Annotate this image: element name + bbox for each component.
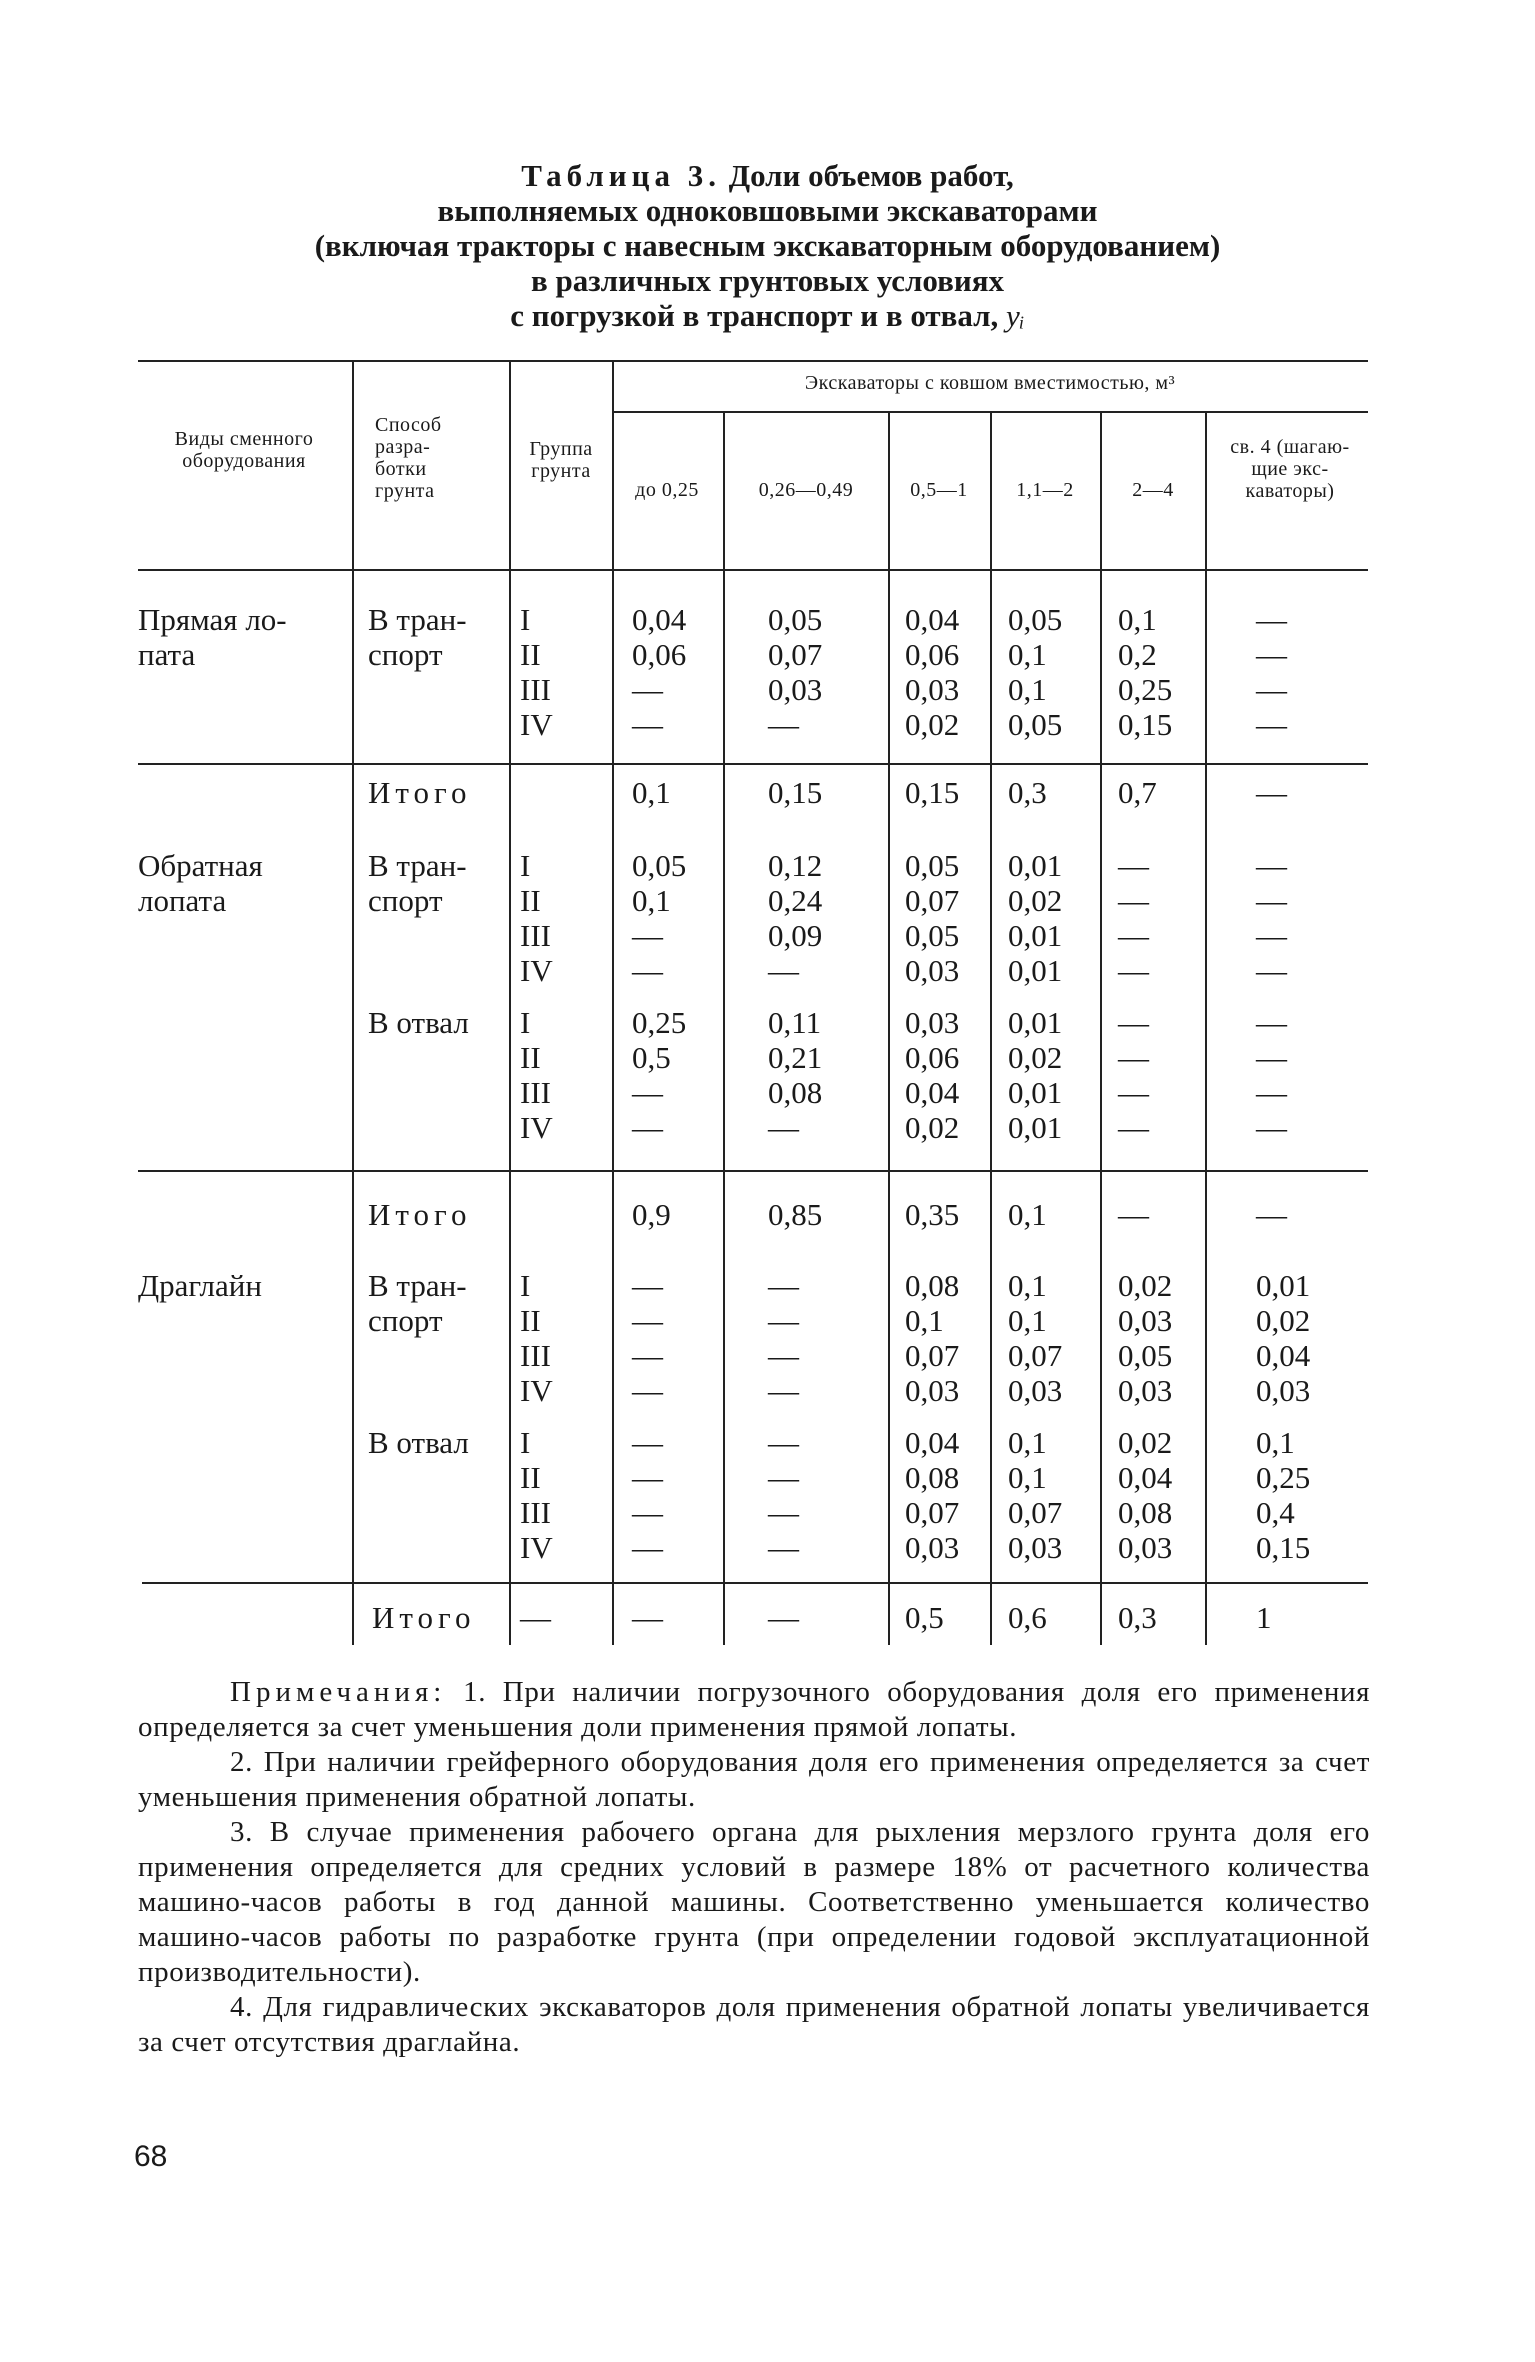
dr-total-c1-cell: —	[632, 1600, 663, 1635]
ol-t-c2-cell: 0,12 0,24 0,09 —	[768, 848, 823, 988]
pl-total-c3-cell: 0,15	[905, 775, 960, 810]
dr-t-c6-cell: 0,01 0,02 0,04 0,03	[1256, 1268, 1311, 1408]
method-pl-transport-line1: В тран-	[368, 602, 467, 637]
note-1: 1. При наличии погрузочного оборудования доля его применения определяется за счет уменьшения доли применения прямой лопаты.	[138, 1676, 1371, 1743]
column-rule-6	[990, 411, 992, 1645]
ol-o-c1-cell: 0,25 0,5 — —	[632, 1005, 687, 1145]
pl-c1-cell: 0,04 0,06 — —	[632, 602, 687, 742]
column-rule-8	[1205, 411, 1207, 1645]
header-col-3: 0,5—1	[910, 479, 968, 501]
header-col-2: 0,26—0,49	[758, 479, 854, 501]
header-col-6: св. 4 (шагаю- щие экс- каваторы)	[1230, 436, 1350, 502]
ol-total-c2-cell: 0,85	[768, 1197, 823, 1232]
equipment-draglain: Драглайн	[138, 1268, 262, 1303]
dr-total-c6-cell: 1	[1256, 1600, 1272, 1635]
header-col-5: 2—4	[1132, 479, 1174, 501]
pl-group-cell: I II III IV	[520, 602, 553, 742]
header-col-4: 1,1—2	[1016, 479, 1074, 501]
pl-c3-cell: 0,04 0,06 0,03 0,02	[905, 602, 960, 742]
pl-c2-cell: 0,05 0,07 0,03 —	[768, 602, 823, 742]
dr-total-c2-cell: —	[768, 1600, 799, 1635]
ol-o-c4-cell: 0,01 0,02 0,01 0,01	[1008, 1005, 1063, 1145]
dr-o-c3-cell: 0,04 0,08 0,07 0,03	[905, 1425, 960, 1565]
ol-t-c6-cell: — — — —	[1256, 848, 1287, 988]
title-symbol: yᵢ	[1006, 298, 1025, 333]
pl-total-c5-cell: 0,7	[1118, 775, 1157, 810]
ol-t-c5-cell: — — — —	[1118, 848, 1149, 988]
dr-t-c3-cell: 0,08 0,1 0,07 0,03	[905, 1268, 960, 1408]
ol-t-group-cell: I II III IV	[520, 848, 553, 988]
notes-label: Примечания:	[230, 1676, 447, 1708]
ol-total-c1-cell: 0,9	[632, 1197, 671, 1232]
column-rule-1	[352, 360, 354, 1645]
dr-o-c1-cell: — — — —	[632, 1425, 663, 1565]
page-number: 68	[134, 2140, 168, 2173]
dr-t-group-cell: I II III IV	[520, 1268, 553, 1408]
dr-t-c4-cell: 0,1 0,1 0,07 0,03	[1008, 1268, 1063, 1408]
dr-o-c2-cell: — — — —	[768, 1425, 799, 1565]
method-ol-transport-line2: спорт	[368, 883, 443, 918]
method-ol-otval: В отвал	[368, 1005, 469, 1040]
note-3: 3. В случае применения рабочего органа для рыхления мерзлого грунта доля его применения определяется для средних условий в размере 18% от расчетного количества машино-часов работы в год данной машины. Соответственно уменьшается количество машино-часов работы по разработке грунта (при определении годовой эксплуатационной производительности).	[138, 1816, 1370, 1988]
ol-o-c3-cell: 0,03 0,06 0,04 0,02	[905, 1005, 960, 1145]
method-ol-itogo: Итого	[368, 1197, 472, 1232]
header-equipment: Виды сменного оборудования	[174, 428, 314, 472]
ol-o-group-cell: I II III IV	[520, 1005, 553, 1145]
ol-total-c3-cell: 0,35	[905, 1197, 960, 1232]
column-rule-3	[612, 360, 614, 1645]
method-dr-transport-line2: спорт	[368, 1303, 443, 1338]
method-ol-transport-line1: В тран-	[368, 848, 467, 883]
table-rule-top	[138, 360, 1368, 362]
ol-t-c1-cell: 0,05 0,1 — —	[632, 848, 687, 988]
pl-total-c2-cell: 0,15	[768, 775, 823, 810]
header-group: Группа грунта	[529, 438, 593, 482]
column-rule-5	[888, 411, 890, 1645]
column-rule-4	[723, 411, 725, 1645]
method-dr-transport-line1: В тран-	[368, 1268, 467, 1303]
dr-o-group-cell: I II III IV	[520, 1425, 553, 1565]
title-line-5: с погрузкой в транспорт и в отвал,	[510, 298, 999, 333]
method-dr-itogo: Итого	[372, 1600, 476, 1635]
dr-t-c2-cell: — — — —	[768, 1268, 799, 1408]
ol-total-c4-cell: 0,1	[1008, 1197, 1047, 1232]
note-2: 2. При наличии грейферного оборудования доля его применения определяется за счет уменьшения применения обратной лопаты.	[138, 1746, 1370, 1813]
title-line-1: Доли объемов работ,	[728, 158, 1014, 193]
dr-total-group-cell: —	[520, 1600, 551, 1635]
ol-total-c6-cell: —	[1256, 1197, 1287, 1232]
header-col-1: до 0,25	[635, 479, 699, 501]
column-rule-7	[1100, 411, 1102, 1645]
pl-total-c1-cell: 0,1	[632, 775, 671, 810]
note-4: 4. Для гидравлических экскаваторов доля применения обратной лопаты увеличивается за счет отсутствия драглайна.	[138, 1991, 1370, 2058]
method-pl-transport-line2: спорт	[368, 637, 443, 672]
section-rule-1	[138, 763, 1368, 765]
pl-c4-cell: 0,05 0,1 0,1 0,05	[1008, 602, 1063, 742]
ol-total-c5-cell: —	[1118, 1197, 1149, 1232]
column-rule-2	[509, 360, 511, 1645]
title-line-2: выполняемых одноковшовыми экскаваторами	[437, 193, 1098, 228]
ol-o-c5-cell: — — — —	[1118, 1005, 1149, 1145]
pl-c5-cell: 0,1 0,2 0,25 0,15	[1118, 602, 1173, 742]
ol-t-c3-cell: 0,05 0,07 0,05 0,03	[905, 848, 960, 988]
dr-o-c4-cell: 0,1 0,1 0,07 0,03	[1008, 1425, 1063, 1565]
dr-o-c5-cell: 0,02 0,04 0,08 0,03	[1118, 1425, 1173, 1565]
section-rule-3	[142, 1582, 1368, 1584]
ol-o-c2-cell: 0,11 0,21 0,08 —	[768, 1005, 823, 1145]
header-bottom-rule	[138, 569, 1368, 571]
dr-total-c4-cell: 0,6	[1008, 1600, 1047, 1635]
section-rule-2	[138, 1170, 1368, 1172]
dr-total-c3-cell: 0,5	[905, 1600, 944, 1635]
pl-total-c6-cell: —	[1256, 775, 1287, 810]
ol-o-c6-cell: — — — —	[1256, 1005, 1287, 1145]
dr-total-c5-cell: 0,3	[1118, 1600, 1157, 1635]
table-title	[0, 158, 1535, 333]
header-method: Способ разра- ботки грунта	[375, 414, 442, 502]
title-line-3: (включая тракторы с навесным экскаваторным оборудованием)	[314, 228, 1221, 263]
method-pl-itogo: Итого	[368, 775, 472, 810]
dr-t-c1-cell: — — — —	[632, 1268, 663, 1408]
pl-c6-cell: — — — —	[1256, 602, 1287, 742]
title-line-4: в различных грунтовых условиях	[530, 263, 1005, 298]
ol-t-c4-cell: 0,01 0,02 0,01 0,01	[1008, 848, 1063, 988]
dr-o-c6-cell: 0,1 0,25 0,4 0,15	[1256, 1425, 1311, 1565]
header-capacity: Экскаваторы с ковшом вместимостью, м³	[804, 372, 1176, 394]
title-lead: Таблица 3.	[521, 158, 721, 193]
equipment-obratnaya-line1: Обратная	[138, 848, 263, 883]
equipment-pryamaya-line2: пата	[138, 637, 196, 672]
equipment-obratnaya-line2: лопата	[138, 883, 227, 918]
pl-total-c4-cell: 0,3	[1008, 775, 1047, 810]
method-dr-otval: В отвал	[368, 1425, 469, 1460]
notes-section	[138, 1675, 1370, 2060]
dr-t-c5-cell: 0,02 0,03 0,05 0,03	[1118, 1268, 1173, 1408]
equipment-pryamaya-line1: Прямая ло-	[138, 602, 287, 637]
